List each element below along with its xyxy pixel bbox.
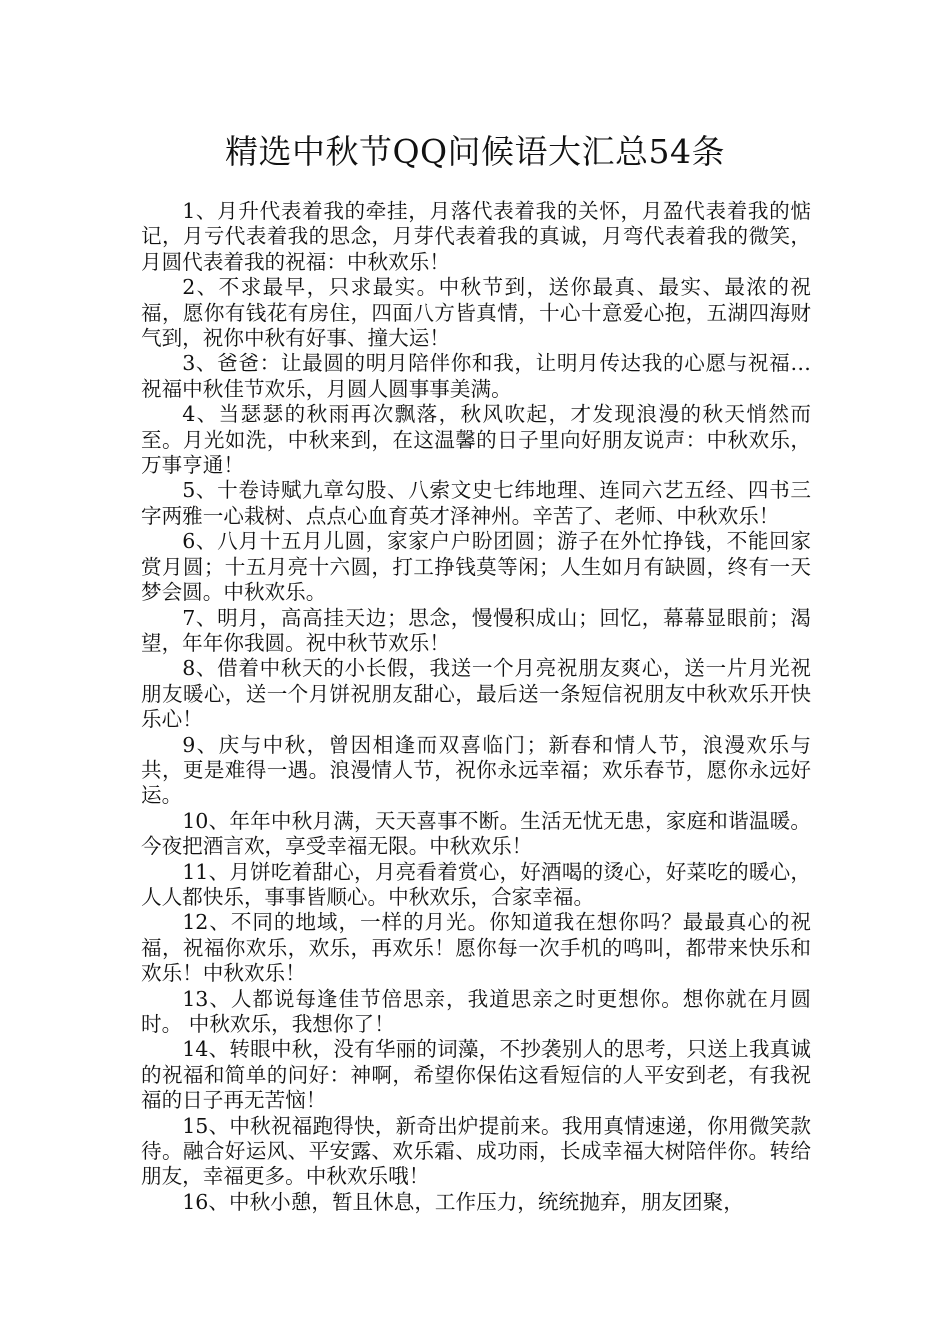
paragraph: 10、年年中秋月满，天天喜事不断。生活无忧无患，家庭和谐温暖。今夜把酒言欢，享受幸福无限。中秋欢乐！ xyxy=(141,808,811,859)
paragraph: 4、当瑟瑟的秋雨再次飘落，秋风吹起，才发现浪漫的秋天悄然而至。月光如洗，中秋来到，在这温馨的日子里向好朋友说声：中秋欢乐，万事亨通！ xyxy=(141,402,811,478)
paragraph: 6、八月十五月儿圆，家家户户盼团圆；游子在外忙挣钱，不能回家赏月圆；十五月亮十六圆，打工挣钱莫等闲；人生如月有缺圆，终有一天梦会圆。中秋欢乐。 xyxy=(141,529,811,605)
paragraph: 14、转眼中秋，没有华丽的词藻，不抄袭别人的思考，只送上我真诚的祝福和简单的问好：神啊，希望你保佑这看短信的人平安到老，有我祝福的日子再无苦恼！ xyxy=(141,1037,811,1113)
paragraph: 1、月升代表着我的牵挂，月落代表着我的关怀，月盈代表着我的惦记，月亏代表着我的思念，月芽代表着我的真诚，月弯代表着我的微笑，月圆代表着我的祝福：中秋欢乐！ xyxy=(141,199,811,274)
paragraph: 11、月饼吃着甜心，月亮看着赏心，好酒喝的烫心，好菜吃的暖心，人人都快乐，事事皆顺心。中秋欢乐，合家幸福。 xyxy=(141,859,811,909)
document-title: 精选中秋节QQ问候语大汇总54条 xyxy=(224,132,726,171)
paragraph: 16、中秋小憩，暂且休息，工作压力，统统抛弃，朋友团聚， xyxy=(182,1189,744,1214)
paragraph: 8、借着中秋天的小长假，我送一个月亮祝朋友爽心，送一片月光祝朋友暖心，送一个月饼祝朋友甜心，最后送一条短信祝朋友中秋欢乐开快乐心！ xyxy=(141,656,811,732)
paragraph: 13、人都说每逢佳节倍思亲，我道思亲之时更想你。想你就在月圆时。 中秋欢乐，我想你了！ xyxy=(141,986,811,1036)
paragraph: 5、十卷诗赋九章勾股、八索文史七纬地理、连同六艺五经、四书三字两雅一心栽树、点点心血育英才泽神州。辛苦了、老师、中秋欢乐！ xyxy=(141,478,811,528)
paragraph: 15、中秋祝福跑得快，新奇出炉提前来。我用真情速递，你用微笑款待。融合好运风、平安露、欢乐霜、成功雨，长成幸福大树陪伴你。转给朋友，幸福更多。中秋欢乐哦！ xyxy=(141,1113,811,1189)
paragraph: 7、明月，高高挂天边；思念，慢慢积成山；回忆，幕幕显眼前；渴望，年年你我圆。祝中秋节欢乐！ xyxy=(141,605,811,655)
paragraph: 3、爸爸：让最圆的明月陪伴你和我，让明月传达我的心愿与祝福…祝福中秋佳节欢乐，月圆人圆事事美满。 xyxy=(141,351,811,401)
paragraph: 2、不求最早，只求最实。中秋节到，送你最真、最实、最浓的祝福，愿你有钱花有房住，四面八方皆真情，十心十意爱心抱，五湖四海财气到，祝你中秋有好事、撞大运！ xyxy=(141,275,811,351)
document-body xyxy=(141,199,811,1215)
paragraph: 9、庆与中秋，曾因相逢而双喜临门；新春和情人节，浪漫欢乐与共，更是难得一遇。浪漫情人节，祝你永远幸福；欢乐春节，愿你永远好运。 xyxy=(141,732,811,808)
paragraph: 12、不同的地域，一样的月光。你知道我在想你吗？最最真心的祝福，祝福你欢乐，欢乐，再欢乐！愿你每一次手机的鸣叫，都带来快乐和欢乐！中秋欢乐！ xyxy=(141,910,811,986)
